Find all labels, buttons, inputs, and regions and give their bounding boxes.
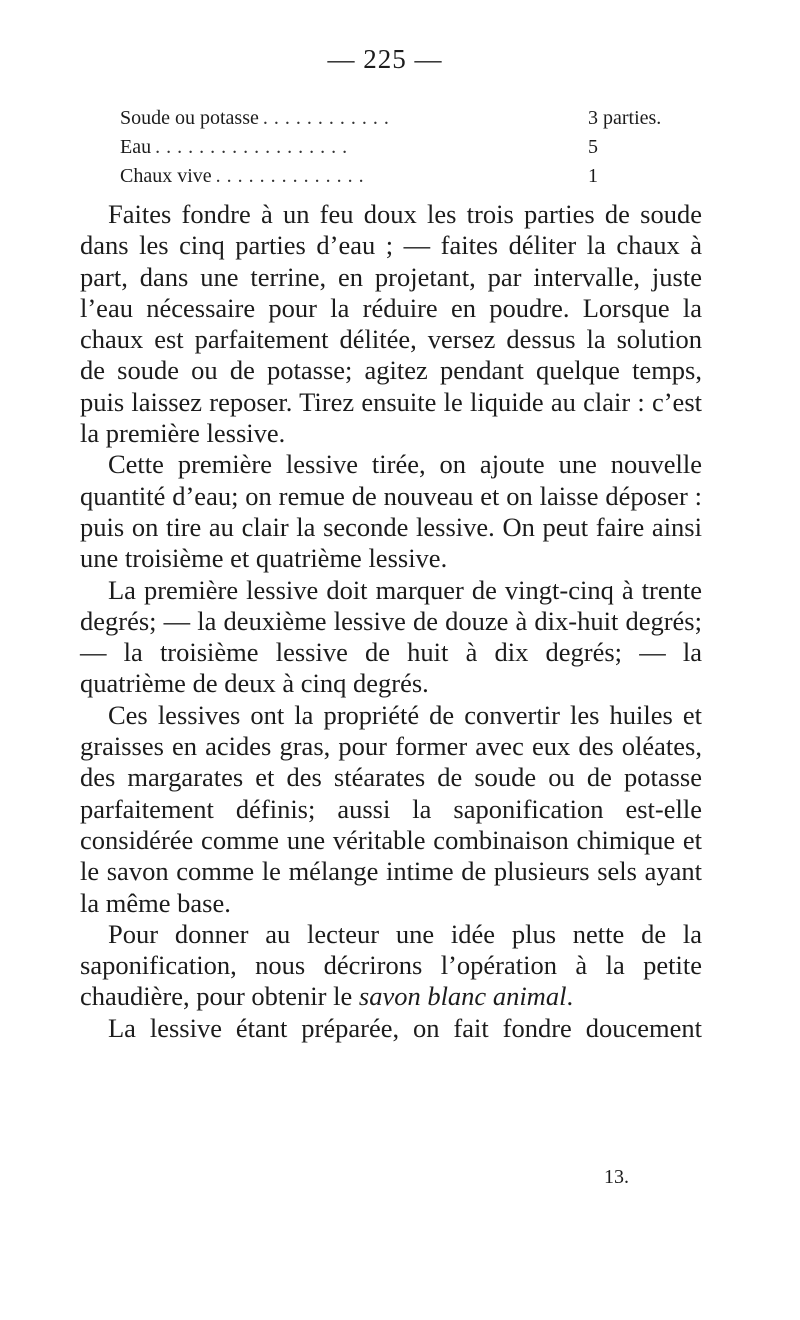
ingredient-row [120,162,680,191]
ingredient-quantity: 5 [588,136,598,158]
italic-term: savon blanc animal [358,981,567,1012]
ingredient-name: Soude ou potasse [120,107,259,129]
page-number: — 225 — [327,44,443,74]
ingredient-list [120,104,680,191]
dot-leader: ............ [262,107,395,129]
paragraph-text: Pour donner au lecteur une idée plus nette de la saponification, nous décrirons l’opération à la petite chaudière, pour obtenir le [80,918,702,1012]
ingredient-row [120,104,680,133]
paragraph: Faites fondre à un feu doux les trois parties de soude dans les cinq parties d’eau ; — faites déliter la chaux à part, dans une terrine, en projetant, par intervalle, juste l’eau nécessaire pour la réduire en poudre. Lorsque la chaux est parfaitement délitée, versez dessus la solution de soude ou de potasse; agitez pendant quelque temps, puis laissez reposer. Tirez ensuite le liquide au clair : c’est la première lessive. [80,199,702,449]
ingredient-name: Chaux vive [120,165,212,187]
paragraph [80,919,702,1013]
paragraph-text: . [566,981,574,1012]
paragraph: Ces lessives ont la propriété de convertir les huiles et graisses en acides gras, pour former avec eux des oléates, des margarates et des stéarates de soude ou de potasse parfaitement définis; aussi la saponification est-elle considérée comme une véritable combinaison chimique et le savon comme le mélange intime de plusieurs sels ayant la même base. [80,699,702,918]
dot-leader: .............. [215,165,370,187]
ingredient-row [120,133,680,162]
paragraph: Cette première lessive tirée, on ajoute une nouvelle quantité d’eau; on remue de nouveau et on laisse déposer : puis on tire au clair la seconde lessive. On peut faire ainsi une troisième et quatrième lessive. [80,449,702,574]
ingredient-quantity: 1 [588,165,598,187]
dot-leader: .................. [155,136,354,158]
body-text [80,199,702,1044]
paragraph: La première lessive doit marquer de vingt-cinq à trente degrés; — la deuxième lessive de douze à dix-huit degrés; — la troisième lessive de huit à dix degrés; — la quatrième de deux à cinq degrés. [80,574,702,699]
ingredient-name: Eau [120,136,152,158]
ingredient-quantity: 3 parties. [588,107,662,129]
signature-mark: 13. [604,1166,629,1188]
paragraph: La lessive étant préparée, on fait fondre doucement [108,1012,702,1043]
